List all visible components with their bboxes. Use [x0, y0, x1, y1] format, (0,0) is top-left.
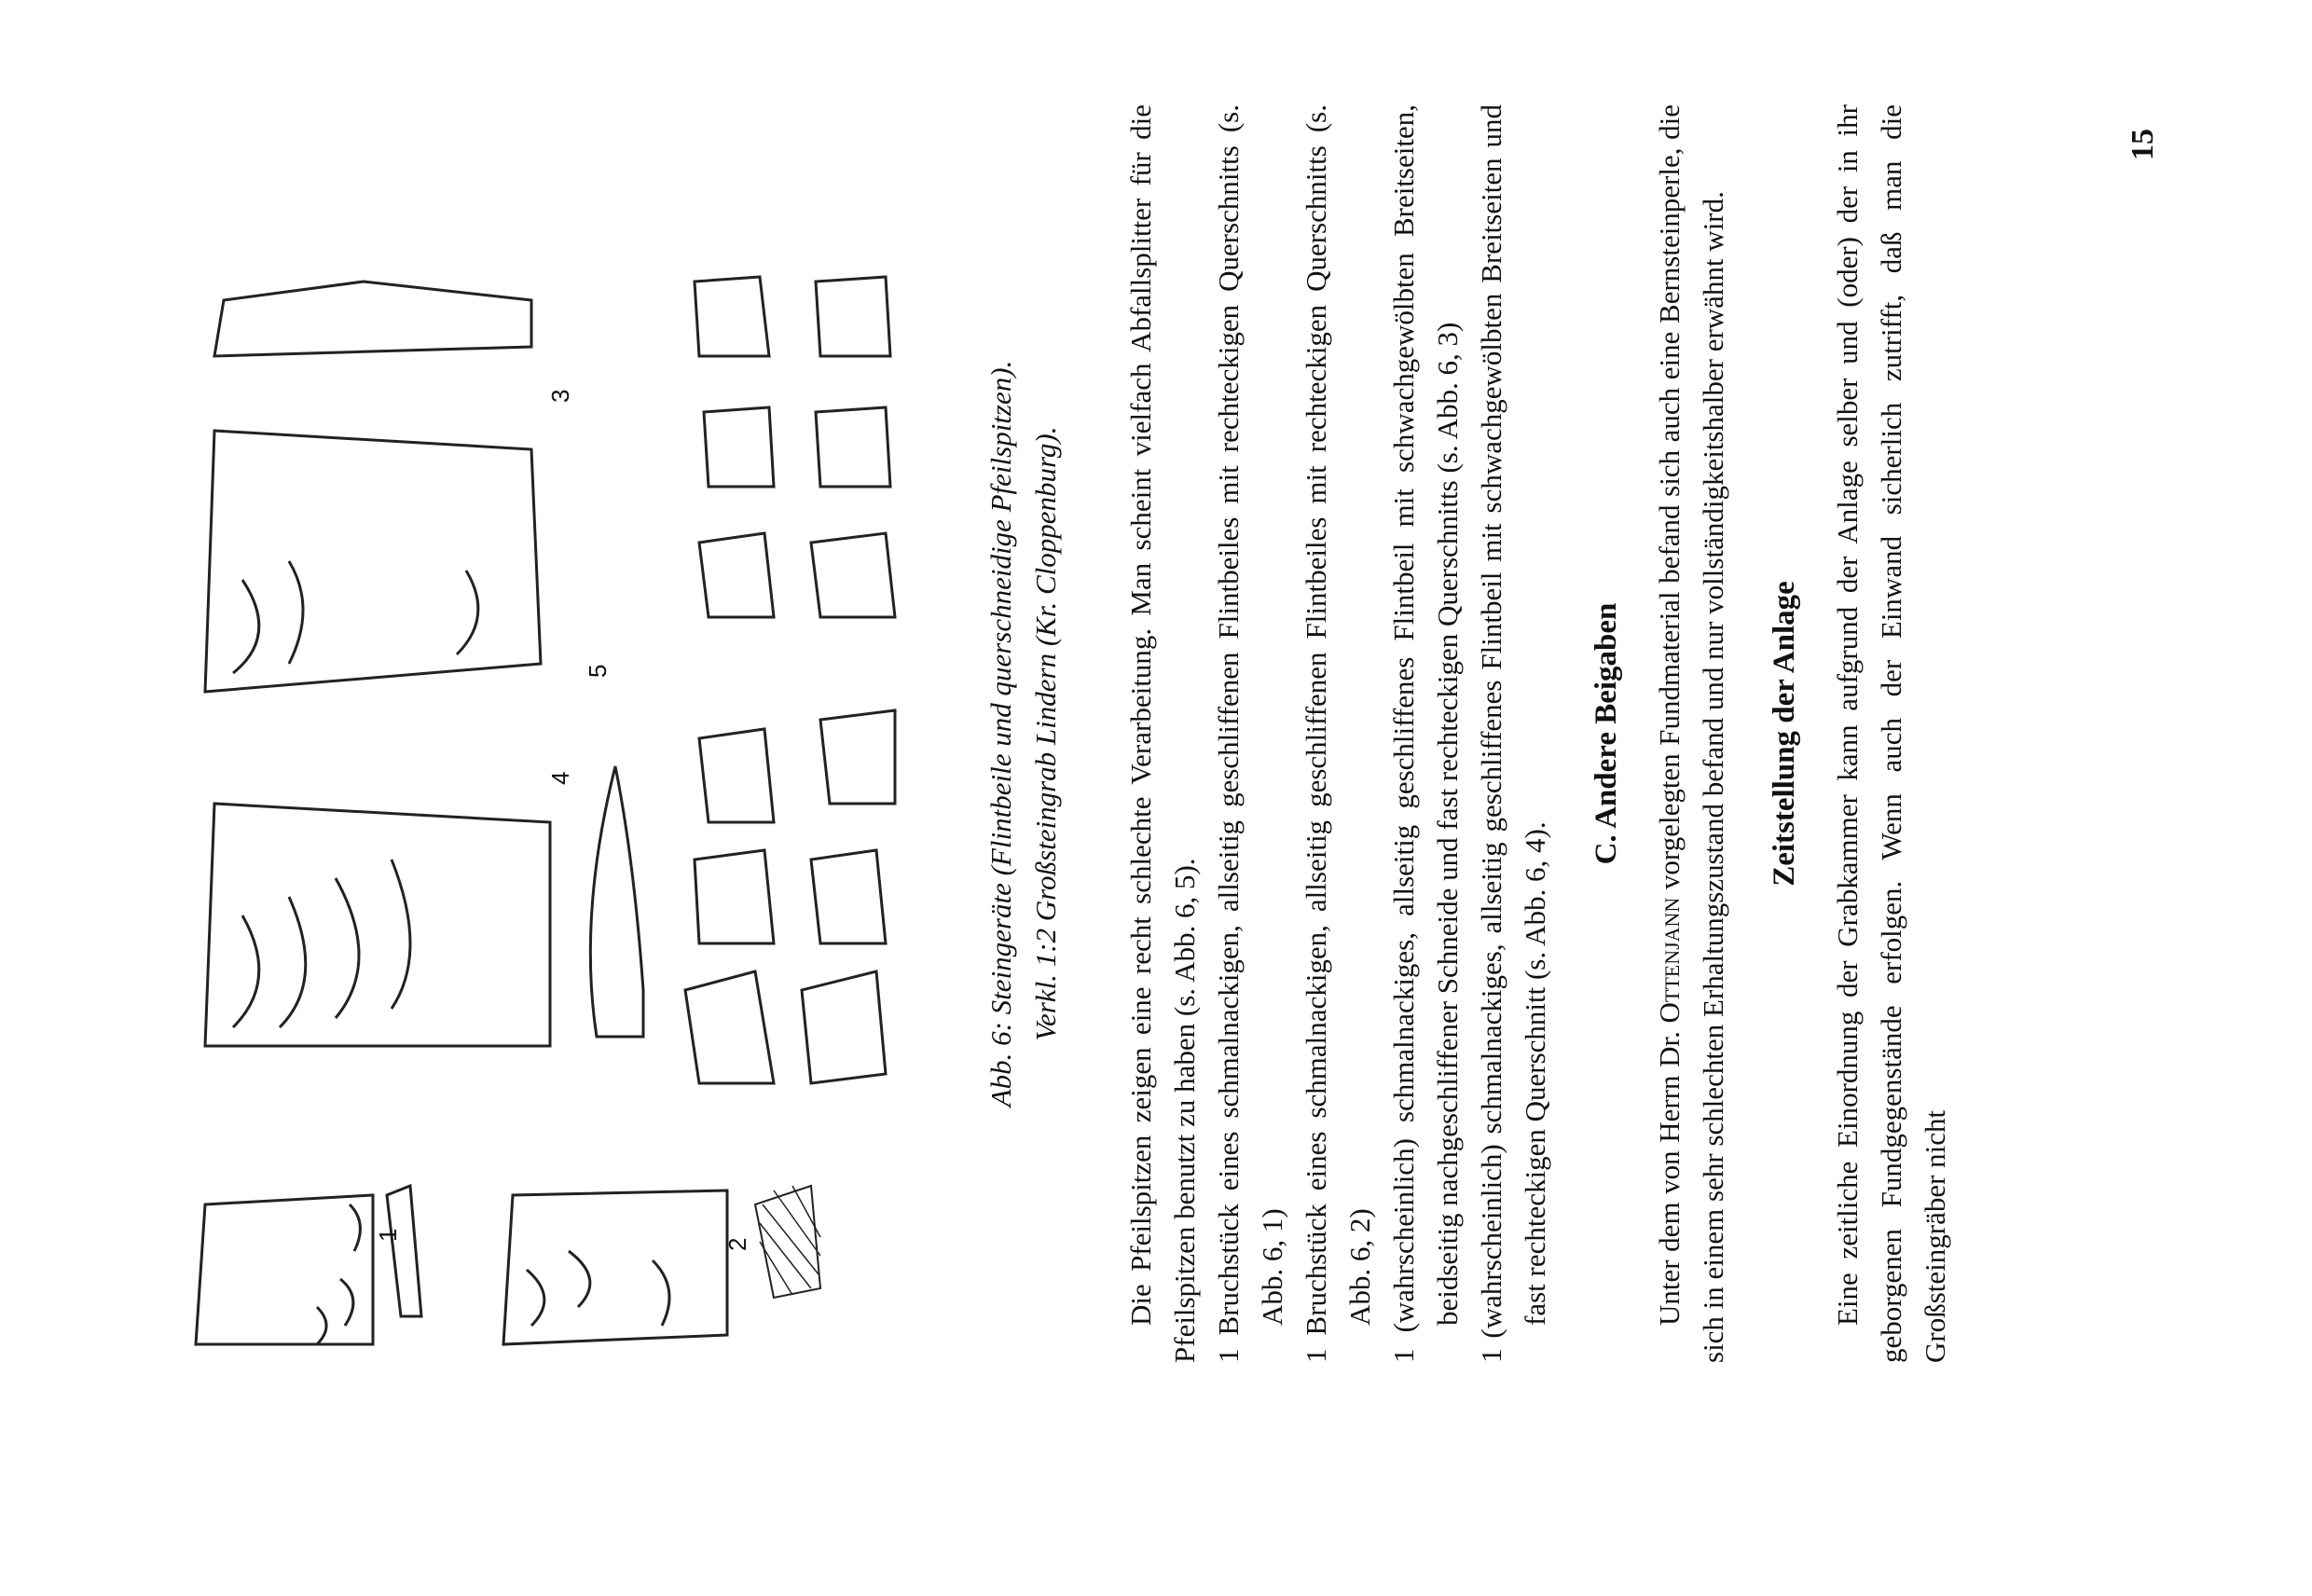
figure-label-2: 2 [723, 1237, 751, 1251]
paragraph-bernsteinperle [1647, 104, 1735, 1363]
paragraph-arrowheads: Die Pfeilspitzen zeigen eine recht schlechte Verarbeitung. Man scheint vielfach Abfallsplitter für die Pfeilspitzen benutzt zu haben (s. Abb. 6, 5). [1124, 104, 1201, 1363]
flint-axe-4-profile [590, 766, 643, 1037]
arrowhead-8 [811, 850, 886, 943]
list-item: 1 Bruchstück eines schmalnackigen, allseitig geschliffenen Flintbeiles mit rechteckigen Querschnitts (s. Abb. 6, 1) [1212, 104, 1288, 1363]
figure-label-5: 5 [584, 664, 612, 678]
list-item: 1 (wahrscheinlich) schmalnackiges, allseitig geschliffenes Flintbeil mit schwachgewölbten Breitseiten, beidseitig nachgeschliffener Schneide und fast rechteckigen Querschnitts (s. Abb. 6, 3) [1387, 104, 1464, 1363]
flint-axe-4-face [205, 804, 550, 1046]
flint-axe-1-profile [387, 1186, 421, 1316]
page-number: 15 [2126, 129, 2160, 160]
arrowhead-5 [704, 407, 774, 487]
caption-line-2: Verkl. 1:2 Großsteingrab Lindern (Kr. Cloppenburg). [1029, 426, 1062, 1041]
flint-axe-3-profile [214, 282, 531, 356]
heading-andere-beigaben: C. Andere Beigaben [1590, 602, 1623, 865]
paragraph-text: vorgelegten Fundmaterial befand sich auch eine Bernsteinperle, die sich in einem sehr schlechten Erhaltungszustand befand und nur vollständigkeitshalber erwähnt wird. [1653, 104, 1729, 1363]
caption-line-1: Abb. 6: Steingeräte (Flintbeile und querschneidige Pfeilspitzen). [984, 360, 1017, 1108]
arrowhead-9 [820, 710, 895, 804]
flint-axe-3-face [205, 431, 541, 692]
author-name: Ottenjann [1653, 897, 1686, 1024]
paragraph-text: Unter dem von Herrn Dr. [1653, 1023, 1686, 1326]
paragraph-zeitstellung: Eine zeitliche Einordnung der Grabkammer kann aufgrund der Anlage selber und (oder) der in ihr geborgenen Fundgegenstände erfolgen. Wenn auch der Einwand sicherlich zutrifft, daß man die Großsteingräber nicht [1831, 104, 1951, 1363]
arrowhead-3 [699, 729, 774, 822]
figure-label-4: 4 [546, 771, 574, 785]
body-text [1119, 104, 1957, 1363]
figure-caption [979, 104, 1068, 1363]
arrowhead-7 [802, 971, 886, 1083]
arrowhead-4 [699, 533, 774, 617]
arrowhead-10 [811, 533, 895, 617]
arrowhead-1 [685, 971, 774, 1083]
arrowhead-12 [816, 277, 890, 356]
heading-zeitstellung: Zeitstellung der Anlage [1768, 581, 1801, 887]
arrowhead-11 [816, 407, 890, 487]
figure-label-3: 3 [546, 389, 574, 403]
figure-label-1: 1 [374, 1228, 402, 1242]
list-item: 1 (wahrscheinlich) schmalnackiges, allseitig geschliffenes Flintbeil mit schwachgewölbten Breitseiten und fast rechteckigen Querschnitt (s. Abb. 6, 4). [1475, 104, 1551, 1363]
stone-tools-illustration [177, 86, 960, 1382]
list-item: 1 Bruchstück eines schmalnackigen, allseitig geschliffenen Flintbeiles mit rechteckigen Querschnitts (s. Abb. 6, 2) [1300, 104, 1376, 1363]
arrowhead-6 [695, 277, 769, 356]
arrowhead-2 [695, 850, 774, 943]
